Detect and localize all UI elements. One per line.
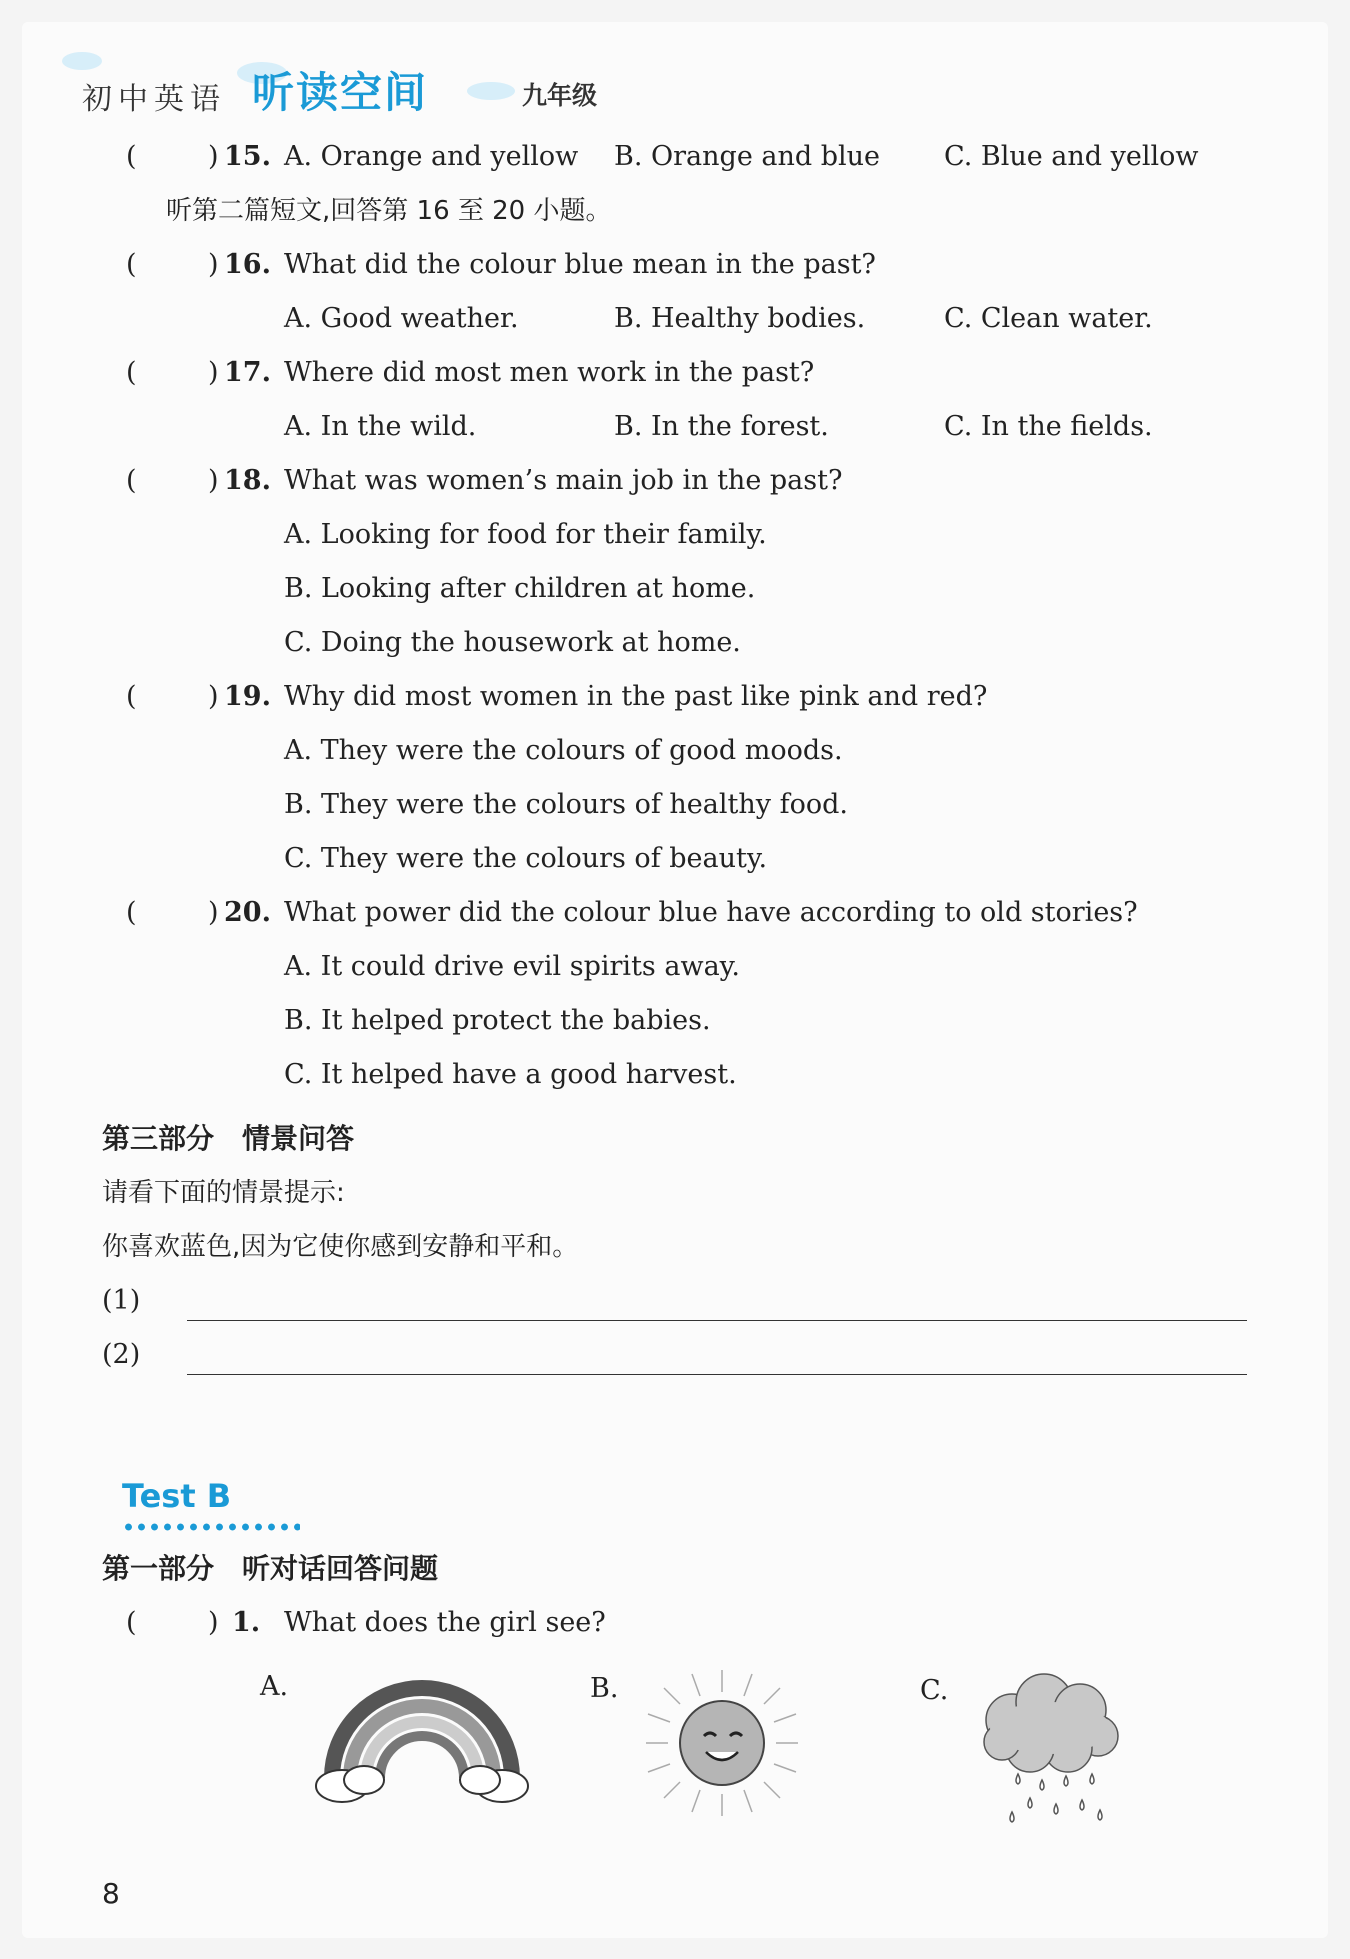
answer-paren-open[interactable]: ( [126, 357, 137, 388]
option-b: B. In the forest. [614, 411, 829, 442]
option-c: C. In the fields. [944, 411, 1153, 442]
question-text: What was women’s main job in the past? [284, 465, 843, 496]
option-c: C. Clean water. [944, 303, 1153, 334]
test-b-title: Test B [122, 1477, 232, 1515]
blank-1-label: (1) [102, 1285, 141, 1316]
answer-paren-close: ) [208, 897, 219, 928]
question-text: What did the colour blue mean in the past? [284, 249, 876, 280]
question-number: 19. [224, 681, 271, 712]
question-text: What power did the colour blue have according to old stories? [284, 897, 1138, 928]
answer-paren-close: ) [208, 681, 219, 712]
option-a: A. Orange and yellow [284, 141, 579, 172]
answer-paren-close: ) [208, 141, 219, 172]
passage-2-intro: 听第二篇短文,回答第 16 至 20 小题。 [166, 196, 612, 226]
answer-paren-open[interactable]: ( [126, 249, 137, 280]
option-a: A. Looking for food for their family. [284, 519, 767, 550]
blank-2-label: (2) [102, 1339, 141, 1370]
option-a: A. It could drive evil spirits away. [284, 951, 740, 982]
option-c: C. Blue and yellow [944, 141, 1199, 172]
brand-logo: 听读空间 [252, 68, 429, 117]
question-number: 15. [224, 141, 271, 172]
question-number: 20. [224, 897, 271, 928]
option-b: B. Looking after children at home. [284, 573, 756, 604]
answer-paren-close: ) [208, 465, 219, 496]
page-number: 8 [102, 1877, 120, 1910]
sun-icon[interactable] [642, 1668, 802, 1822]
situation-prompt: 你喜欢蓝色,因为它使你感到安静和平和。 [102, 1232, 579, 1262]
option-b: B. Healthy bodies. [614, 303, 866, 334]
answer-paren-open[interactable]: ( [126, 141, 137, 172]
rain-cloud-icon[interactable] [972, 1670, 1132, 1834]
book-title: 初中英语 [82, 82, 226, 117]
title-dots-divider [122, 1522, 300, 1532]
option-a: A. Good weather. [284, 303, 519, 334]
answer-paren-close: ) [208, 1607, 219, 1638]
option-c: C. It helped have a good harvest. [284, 1059, 737, 1090]
option-c: C. Doing the housework at home. [284, 627, 741, 658]
answer-paren-open[interactable]: ( [126, 681, 137, 712]
answer-paren-close: ) [208, 357, 219, 388]
question-number: 17. [224, 357, 271, 388]
answer-paren-open[interactable]: ( [126, 897, 137, 928]
grade-label: 九年级 [522, 81, 598, 110]
question-text: What does the girl see? [284, 1607, 606, 1638]
page [22, 22, 1328, 1938]
header-cloud-icon [467, 82, 515, 100]
option-b: B. They were the colours of healthy food. [284, 789, 848, 820]
answer-paren-open[interactable]: ( [126, 1607, 137, 1638]
question-number: 16. [224, 249, 271, 280]
option-a: A. In the wild. [284, 411, 477, 442]
page-header [62, 52, 662, 132]
option-b: B. Orange and blue [614, 141, 881, 172]
option-a: A. They were the colours of good moods. [284, 735, 843, 766]
header-cloud-icon [62, 52, 102, 70]
picture-option-a-label: A. [260, 1671, 289, 1702]
part-3-title: 第三部分 情景问答 [102, 1122, 355, 1155]
question-number: 18. [224, 465, 271, 496]
question-number: 1. [232, 1607, 261, 1638]
answer-paren-close: ) [208, 249, 219, 280]
answer-line-1[interactable] [187, 1320, 1247, 1321]
option-b: B. It helped protect the babies. [284, 1005, 711, 1036]
prompt-label: 请看下面的情景提示: [102, 1178, 345, 1208]
question-text: Why did most women in the past like pink and red? [284, 681, 988, 712]
answer-paren-open[interactable]: ( [126, 465, 137, 496]
answer-line-2[interactable] [187, 1374, 1247, 1375]
picture-option-c-label: C. [920, 1675, 949, 1706]
option-c: C. They were the colours of beauty. [284, 843, 768, 874]
rainbow-icon[interactable] [312, 1668, 532, 1812]
picture-option-b-label: B. [590, 1673, 619, 1704]
question-text: Where did most men work in the past? [284, 357, 815, 388]
test-b-part-1-title: 第一部分 听对话回答问题 [102, 1552, 439, 1585]
